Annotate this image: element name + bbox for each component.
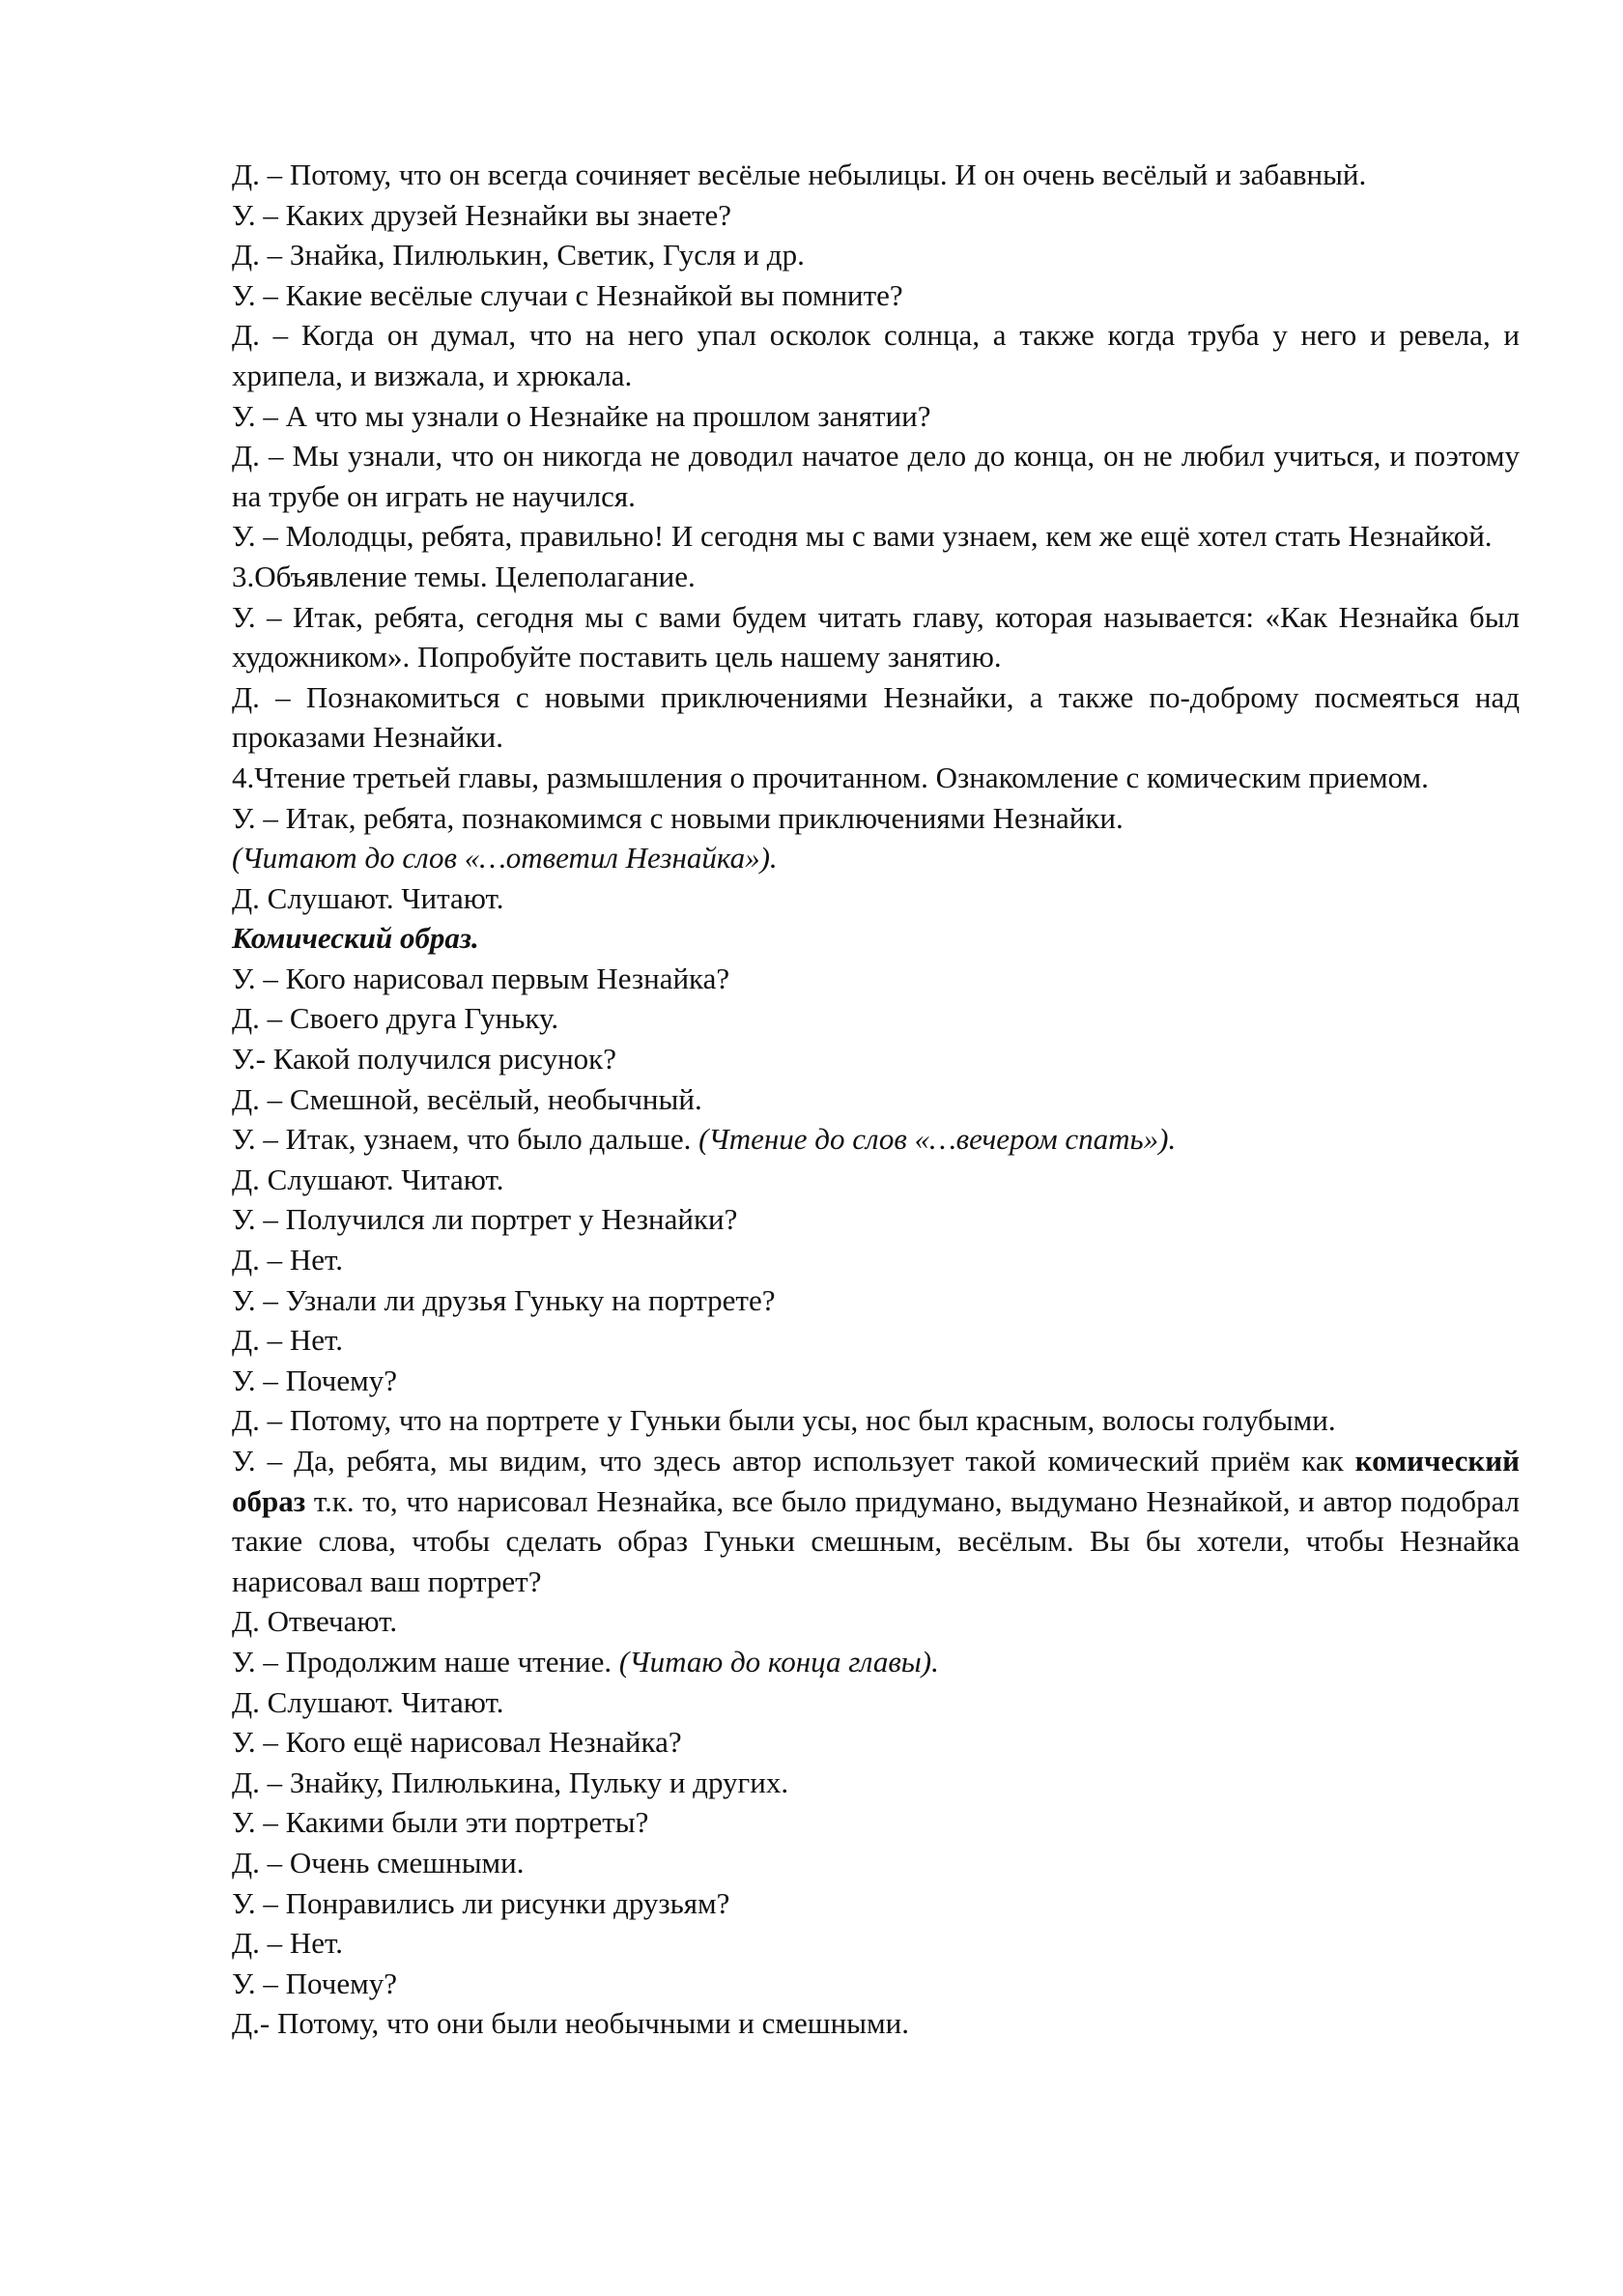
paragraph: У.- Какой получился рисунок?: [232, 1042, 616, 1076]
stage-direction: (Читают до слов «…ответил Незнайка»).: [232, 841, 778, 875]
paragraph: У. – Молодцы, ребята, правильно! И сегодня мы с вами узнаем, кем же ещё хотел стать Незнайкой.: [232, 519, 1493, 554]
stage-direction: (Чтение до слов «…вечером спать»).: [698, 1122, 1177, 1157]
paragraph: У. – Итак, ребята, познакомимся с новыми приключениями Незнайки.: [232, 800, 1124, 835]
stage-direction: (Читаю до конца главы).: [618, 1644, 939, 1679]
document-page: [232, 155, 1520, 2044]
paragraph: У. – Почему?: [232, 1966, 397, 2000]
paragraph: Д. – Познакомиться с новыми приключениями Незнайки, а также по-доброму посмеяться над проказами Незнайки.: [232, 679, 1520, 755]
paragraph-text: У. – Итак, узнаем, что было дальше.: [232, 1122, 699, 1157]
paragraph: [232, 1119, 1520, 1160]
paragraph: У. – Кого нарисовал первым Незнайка?: [232, 961, 730, 995]
paragraph-text: У. – Да, ребята, мы видим, что здесь автор использует такой комический приём как: [232, 1444, 1355, 1478]
paragraph: Д. – Знайку, Пилюлькина, Пульку и других.: [232, 1765, 789, 1799]
paragraph: У. – Итак, ребята, сегодня мы с вами будем читать главу, которая называется: «Как Незнайка был художником». Попробуйте поставить цель нашему занятию.: [232, 599, 1520, 674]
paragraph: У. – Узнали ли друзья Гуньку на портрете?: [232, 1282, 776, 1317]
paragraph: У. – А что мы узнали о Незнайке на прошлом занятии?: [232, 398, 931, 433]
paragraph: Д. – Потому, что он всегда сочиняет весёлые небылицы. И он очень весёлый и забавный.: [232, 158, 1367, 191]
paragraph: Д.- Потому, что они были необычными и смешными.: [232, 2006, 909, 2041]
subsection-heading: Комический образ.: [232, 921, 479, 956]
paragraph: Д. – Своего друга Гуньку.: [232, 1001, 559, 1036]
paragraph: Д. – Потому, что на портрете у Гуньки были усы, нос был красным, волосы голубыми.: [232, 1403, 1336, 1438]
paragraph: Д. – Нет.: [232, 1926, 344, 1961]
paragraph: У. – Какими были эти портреты?: [232, 1805, 649, 1840]
paragraph: У. – Понравились ли рисунки друзьям?: [232, 1885, 730, 1920]
paragraph: [232, 1642, 1520, 1682]
paragraph: У. – Каких друзей Незнайки вы знаете?: [232, 197, 732, 232]
paragraph: Д. – Нет.: [232, 1243, 344, 1277]
paragraph: Д. – Очень смешными.: [232, 1845, 525, 1880]
paragraph-text: У. – Продолжим наше чтение.: [232, 1644, 619, 1679]
paragraph: Д. Слушают. Читают.: [232, 1684, 504, 1719]
paragraph: Д. – Смешной, весёлый, необычный.: [232, 1081, 702, 1116]
paragraph: Д. – Когда он думал, что на него упал осколок солнца, а также когда труба у него и ревела, и хрипела, и визжала, и хрюкала.: [232, 318, 1520, 392]
paragraph: Д. Слушают. Читают.: [232, 880, 504, 915]
paragraph: Д. – Нет.: [232, 1323, 344, 1358]
paragraph: У. – Какие весёлые случаи с Незнайкой вы помните?: [232, 277, 903, 312]
paragraph: Д. Отвечают.: [232, 1604, 398, 1639]
paragraph: У. – Кого ещё нарисовал Незнайка?: [232, 1725, 682, 1760]
bold-term: комический образ: [232, 1444, 1520, 1518]
section-heading: 3.Объявление темы. Целеполагание.: [232, 559, 696, 593]
paragraph: У. – Получился ли портрет у Незнайки?: [232, 1202, 738, 1237]
section-heading: 4.Чтение третьей главы, размышления о прочитанном. Ознакомление с комическим приемом.: [232, 760, 1429, 794]
paragraph: [232, 1441, 1520, 1601]
paragraph: Д. Слушают. Читают.: [232, 1162, 504, 1196]
paragraph: Д. – Знайка, Пилюлькин, Светик, Гусля и др.: [232, 238, 805, 273]
paragraph-text: т.к. то, что нарисовал Незнайка, все было придумано, выдумано Незнайкой, и автор подобрал такие слова, чтобы сделать образ Гуньки смешным, весёлым. Вы бы хотели, чтобы Незнайка нарисовал ваш портрет?: [232, 1483, 1520, 1598]
paragraph: У. – Почему?: [232, 1363, 397, 1397]
paragraph: Д. – Мы узнали, что он никогда не доводил начатое дело до конца, он не любил учиться, и поэтому на трубе он играть не научился.: [232, 439, 1520, 513]
